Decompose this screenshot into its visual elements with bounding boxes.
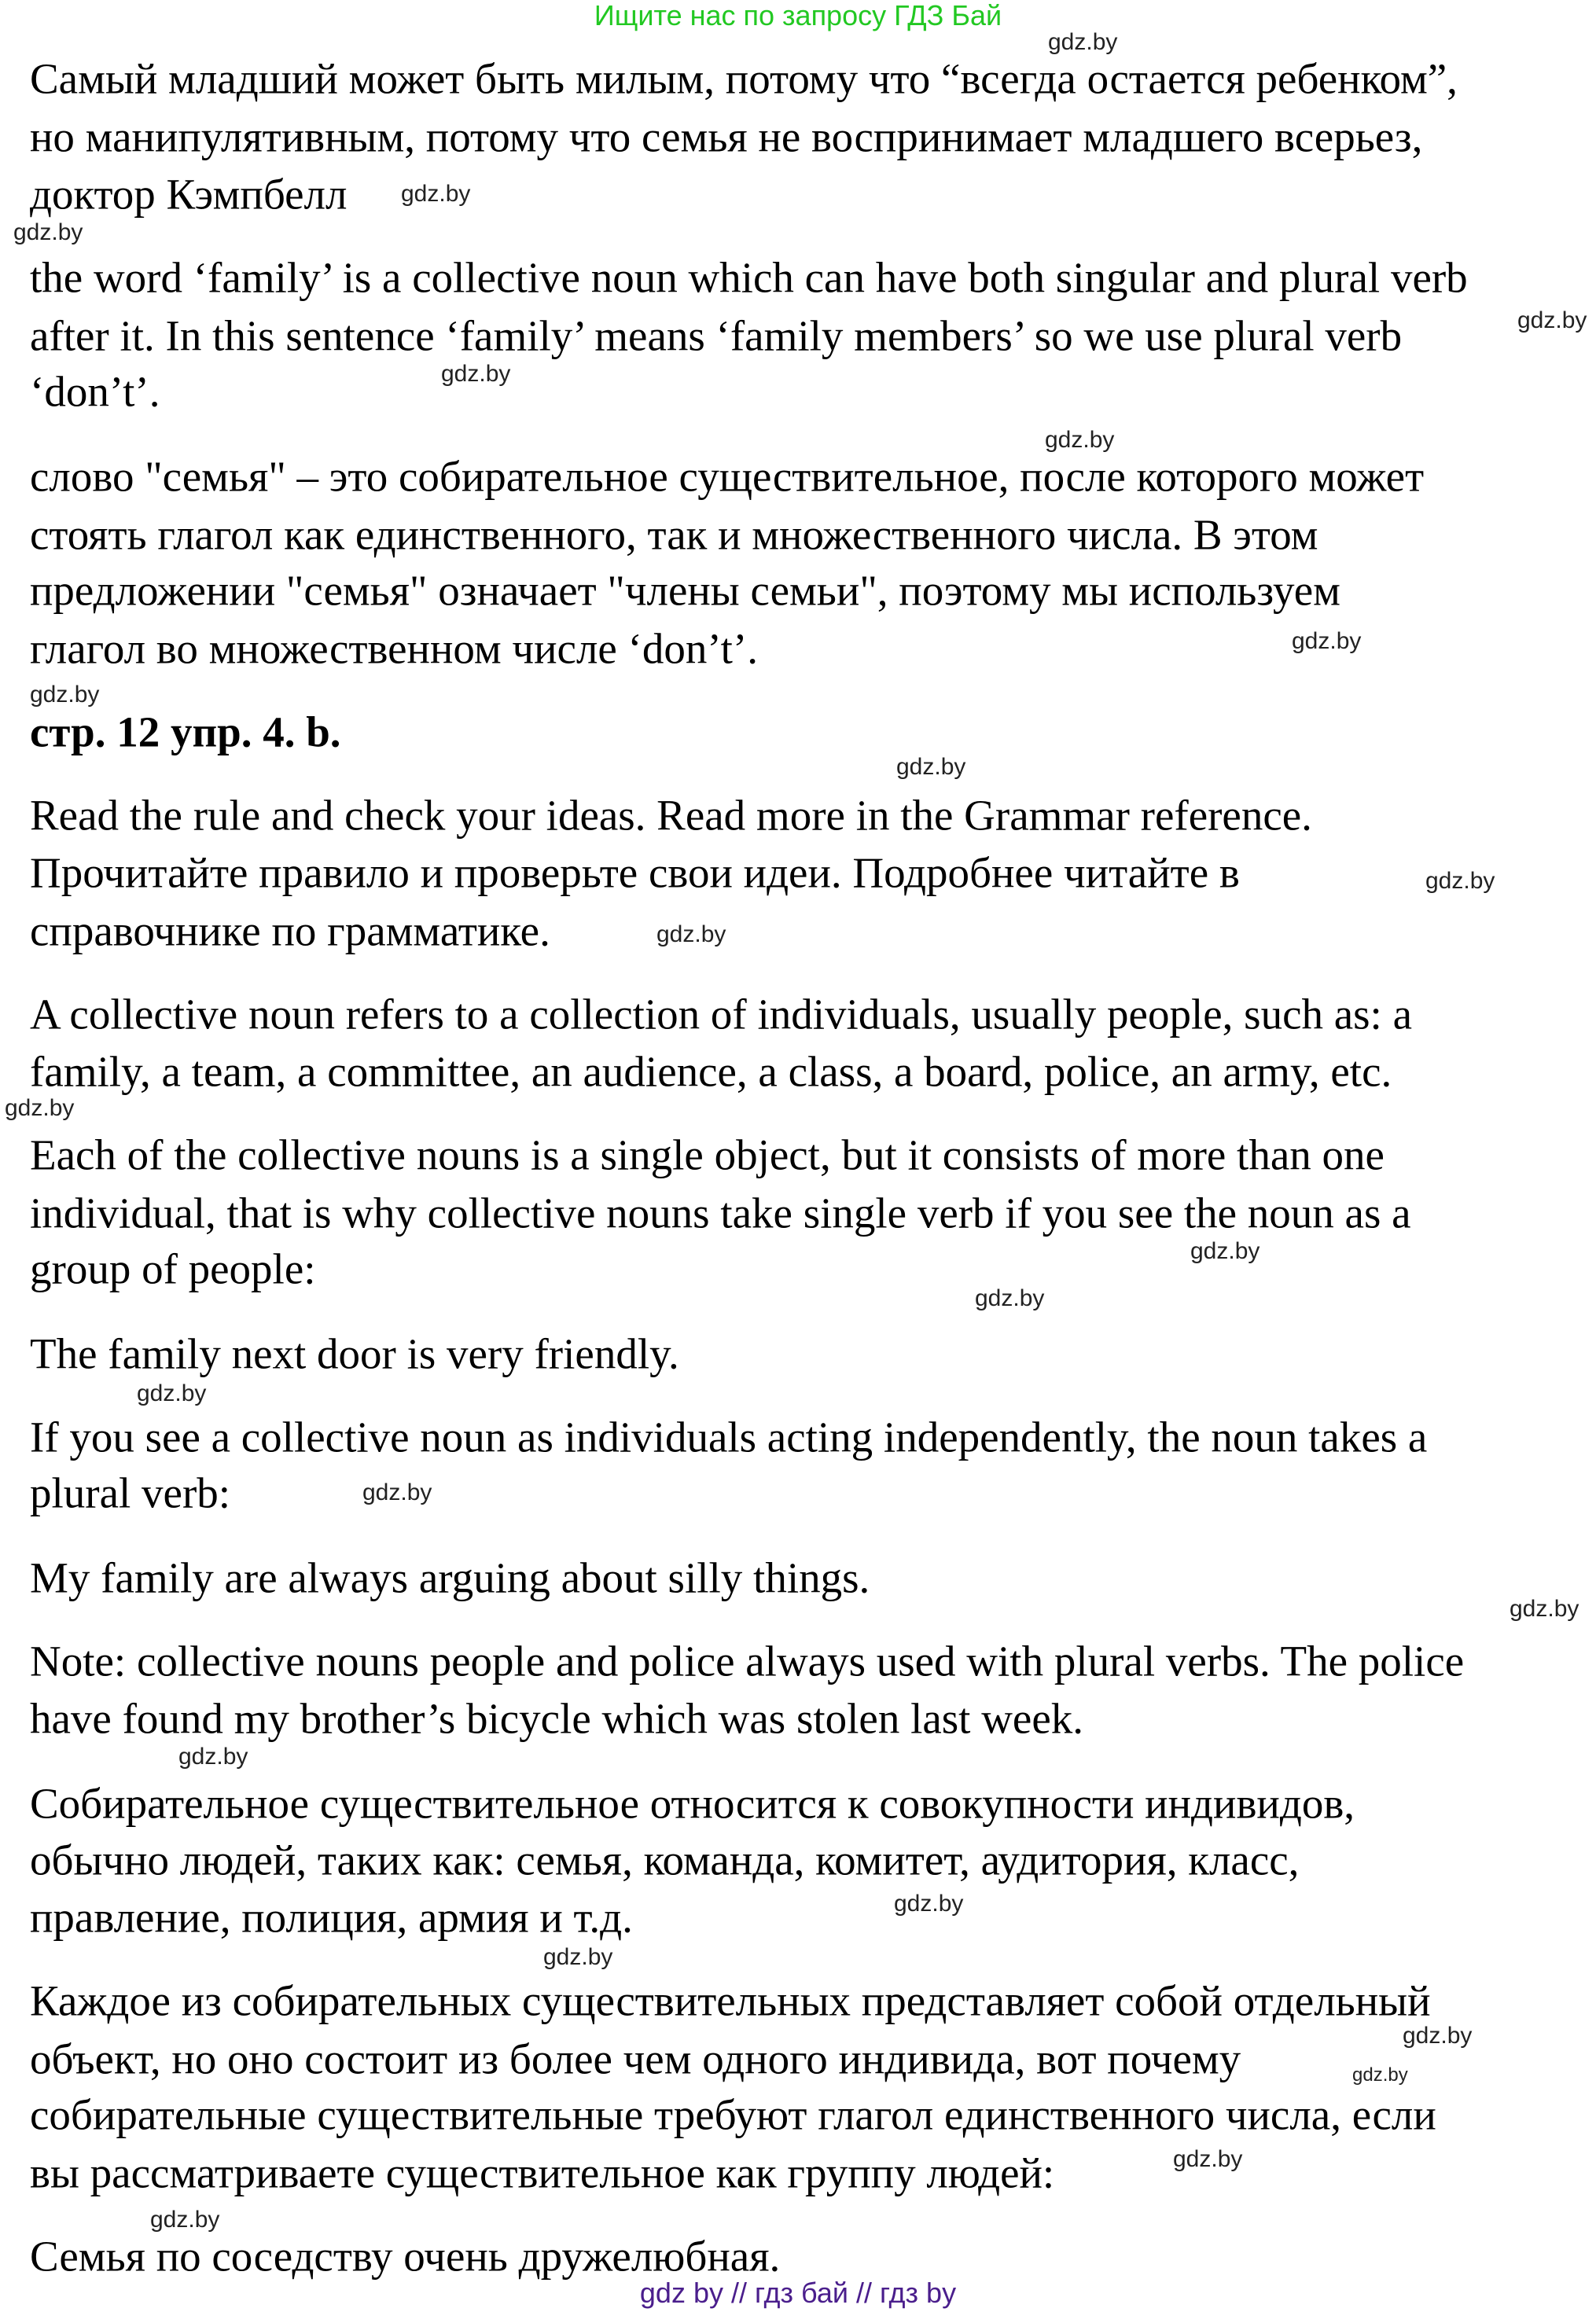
watermark: gdz.by bbox=[441, 361, 511, 387]
text-line: Прочитайте правило и проверьте свои идеи. Подробнее читайте в bbox=[30, 848, 1240, 897]
text-line: Note: collective nouns people and police always used with plural verbs. The police bbox=[30, 1637, 1465, 1685]
text-line: Семья по соседству очень дружелюбная. bbox=[30, 2232, 781, 2281]
text-line: ‘don’t’. bbox=[30, 367, 160, 416]
text-line: правление, полиция, армия и т.д. bbox=[30, 1893, 633, 1942]
footer-link-gdz-by-ru[interactable]: гдз by bbox=[880, 2277, 957, 2309]
watermark: gdz.by bbox=[150, 2207, 220, 2233]
text-line: но манипулятивным, потому что семья не воспринимает младшего всерьез, bbox=[30, 112, 1423, 161]
text-line: предложении "семья" означает "члены семьи", поэтому мы используем bbox=[30, 566, 1340, 615]
text-line: have found my brother’s bicycle which was stolen last week. bbox=[30, 1694, 1084, 1743]
text-line: стоять глагол как единственного, так и множественного числа. В этом bbox=[30, 510, 1318, 559]
text-line: group of people: bbox=[30, 1244, 316, 1293]
text-line: My family are always arguing about silly things. bbox=[30, 1553, 870, 1602]
search-hint-header: Ищите нас по запросу ГДЗ Бай bbox=[594, 0, 1002, 31]
footer-separator: // bbox=[856, 2277, 873, 2309]
text-line: объект, но оно состоит из более чем одного индивида, вот почему bbox=[30, 2034, 1241, 2083]
footer-link-gdz-bai[interactable]: гдз бай bbox=[755, 2277, 848, 2309]
text-line: individual, that is why collective nouns take single verb if you see the noun as a bbox=[30, 1189, 1411, 1237]
watermark: gdz.by bbox=[894, 1891, 964, 1917]
text-line: the word ‘family’ is a collective noun which can have both singular and plural verb bbox=[30, 253, 1468, 302]
text-line: If you see a collective noun as individuals acting independently, the noun takes a bbox=[30, 1413, 1428, 1461]
watermark: gdz.by bbox=[656, 921, 726, 947]
text-line: вы рассматриваете существительное как группу людей: bbox=[30, 2148, 1055, 2197]
text-line: Самый младший может быть милым, потому что “всегда остается ребенком”, bbox=[30, 54, 1458, 103]
watermark: gdz.by bbox=[896, 754, 966, 780]
text-line: Read the rule and check your ideas. Read more in the Grammar reference. bbox=[30, 791, 1312, 840]
text-line: A collective noun refers to a collection of individuals, usually people, such as: a bbox=[30, 990, 1412, 1038]
watermark: gdz.by bbox=[5, 1095, 75, 1121]
watermark: gdz.by bbox=[30, 682, 100, 708]
text-line: The family next door is very friendly. bbox=[30, 1329, 679, 1378]
text-line: обычно людей, таких как: семья, команда, комитет, аудитория, класс, bbox=[30, 1836, 1300, 1884]
watermark: gdz.by bbox=[1425, 868, 1495, 894]
text-line: Each of the collective nouns is a single object, but it consists of more than one bbox=[30, 1130, 1385, 1179]
watermark: gdz.by bbox=[1292, 628, 1362, 654]
text-line: справочнике по грамматике. bbox=[30, 906, 550, 955]
footer-links bbox=[0, 2277, 1596, 2310]
watermark: gdz.by bbox=[1510, 1596, 1579, 1622]
text-line: глагол во множественном числе ‘don’t’. bbox=[30, 624, 759, 673]
watermark: gdz.by bbox=[178, 1744, 248, 1770]
exercise-heading: стр. 12 упр. 4. b. bbox=[30, 708, 341, 756]
watermark: gdz.by bbox=[1048, 29, 1118, 55]
text-line: слово "семья" – это собирательное существительное, после которого может bbox=[30, 452, 1425, 501]
text-line: Собирательное существительное относится к совокупности индивидов, bbox=[30, 1779, 1355, 1828]
watermark: gdz.by bbox=[1517, 307, 1587, 333]
footer-link-gdz-by[interactable]: gdz by bbox=[639, 2277, 723, 2309]
footer-separator: // bbox=[731, 2277, 748, 2309]
watermark: gdz.by bbox=[1403, 2023, 1473, 2049]
text-line: family, a team, a committee, an audience, a class, a board, police, an army, etc. bbox=[30, 1047, 1392, 1096]
watermark: gdz.by bbox=[1352, 2064, 1408, 2086]
watermark: gdz.by bbox=[1173, 2146, 1243, 2172]
watermark: gdz.by bbox=[137, 1380, 207, 1406]
watermark: gdz.by bbox=[543, 1944, 613, 1970]
text-line: plural verb: bbox=[30, 1468, 231, 1517]
text-line: собирательные существительные требуют глагол единственного числа, если bbox=[30, 2090, 1436, 2139]
watermark: gdz.by bbox=[13, 219, 83, 245]
watermark: gdz.by bbox=[362, 1479, 432, 1505]
text-line: доктор Кэмпбелл bbox=[30, 170, 348, 219]
text-line: after it. In this sentence ‘family’ means ‘family members’ so we use plural verb bbox=[30, 311, 1403, 360]
watermark: gdz.by bbox=[401, 181, 471, 207]
text-line: Каждое из собирательных существительных представляет собой отдельный bbox=[30, 1976, 1431, 2025]
watermark: gdz.by bbox=[975, 1285, 1045, 1311]
watermark: gdz.by bbox=[1190, 1238, 1260, 1264]
watermark: gdz.by bbox=[1045, 427, 1115, 453]
